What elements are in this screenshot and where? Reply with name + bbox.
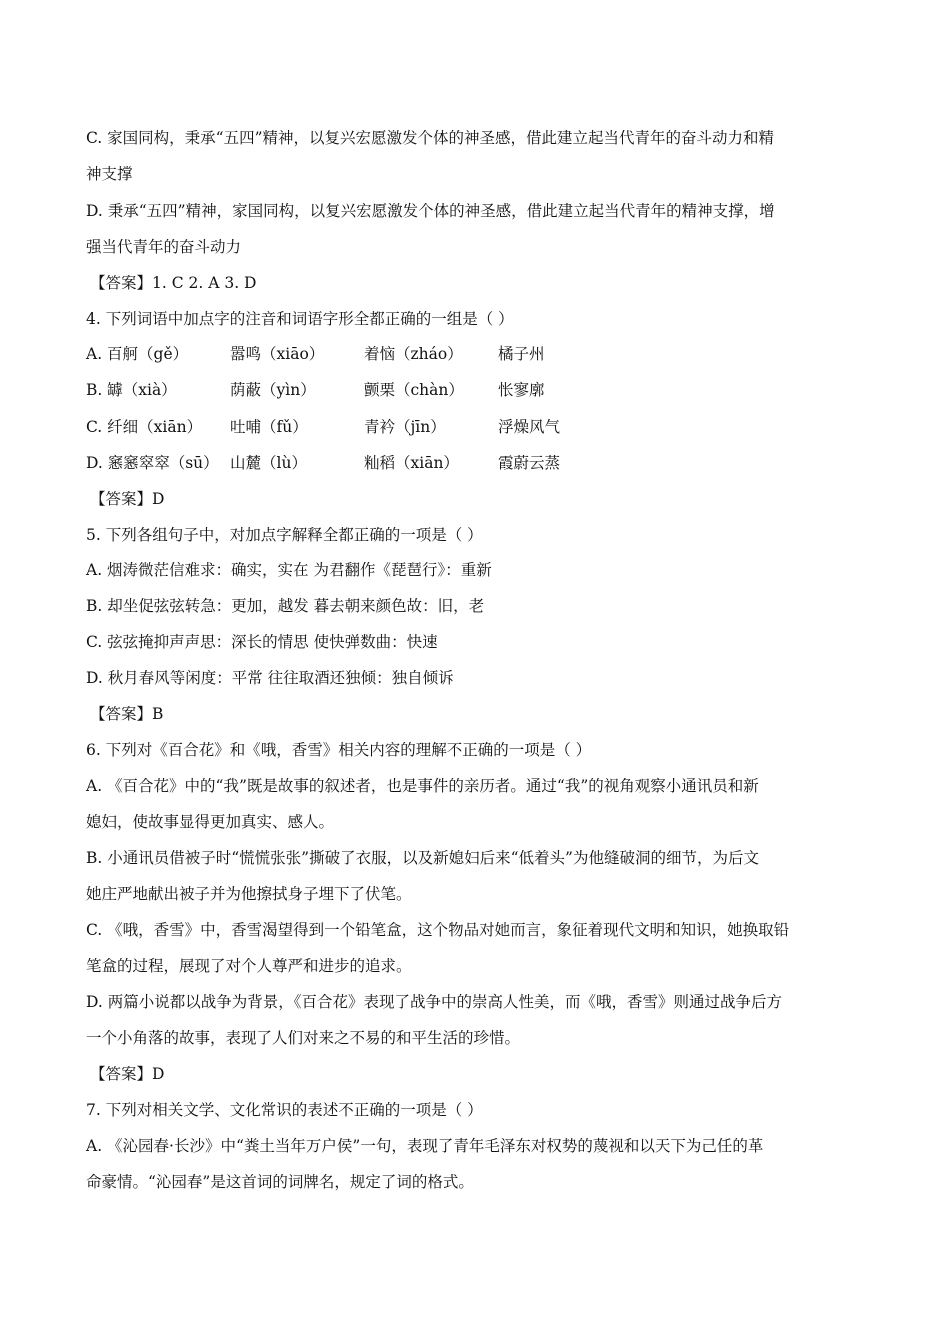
q5-option-b: B. 却坐促弦弦转急：更加，越发 暮去朝来颜色故：旧，老 (86, 597, 485, 615)
q7-option-a-line1: A. 《沁园春·长沙》中“粪土当年万户侯”一句，表现了青年毛泽东对权势的蔑视和以天下为己任的革 (86, 1137, 764, 1155)
q6-option-a-line1: A. 《百合花》中的“我”既是故事的叙述者，也是事件的亲历者。通过“我”的视角观察小通讯员和新 (86, 777, 759, 795)
q6-stem: 6. 下列对《百合花》和《哦，香雪》相关内容的理解不正确的一项是（ ） (86, 741, 592, 759)
q5-option-a: A. 烟涛微茫信难求：确实，实在 为君翻作《琵琶行》：重新 (86, 561, 492, 579)
q6-option-a-line2: 媳妇，使故事显得更加真实、感人。 (86, 813, 335, 831)
q4-option-c (86, 417, 866, 437)
q4-b-word4: 怅寥廓 (498, 381, 545, 399)
q6-option-b-line2: 她庄严地献出被子并为他擦拭身子埋下了伏笔。 (86, 885, 412, 903)
q4-d-word2: 山麓（lù） (230, 454, 307, 472)
q7-stem: 7. 下列对相关文学、文化常识的表述不正确的一项是（ ） (86, 1101, 483, 1119)
q4-d-word1: D. 窸窸窣窣（sū） (86, 454, 219, 472)
q6-option-b-line1: B. 小通讯员借被子时“慌慌张张”撕破了衣服，以及新媳妇后来“低着头”为他缝破洞的细节，为后文 (86, 849, 759, 867)
q5-answer: 【答案】B (90, 705, 164, 723)
q6-option-c-line1: C. 《哦，香雪》中，香雪渴望得到一个铅笔盒，这个物品对她而言，象征着现代文明和知识，她换取铅 (86, 921, 790, 939)
q4-b-word1: B. 罅（xià） (86, 381, 177, 399)
q4-stem: 4. 下列词语中加点字的注音和词语字形全都正确的一组是（ ） (86, 310, 514, 328)
q4-d-word3: 籼稻（xiān） (364, 454, 459, 472)
q4-option-a (86, 344, 866, 364)
q4-a-word3: 着恼（zháo） (364, 345, 463, 363)
q5-option-d: D. 秋月春风等闲度：平常 往往取酒还独倾：独自倾诉 (86, 669, 454, 687)
q4-a-word4: 橘子州 (498, 345, 545, 363)
q6-option-d-line2: 一个小角落的故事，表现了人们对来之不易的和平生活的珍惜。 (86, 1029, 521, 1047)
q4-c-word2: 吐哺（fǔ） (230, 418, 308, 436)
q3-option-d-line1: D. 秉承“五四”精神，家国同构，以复兴宏愿激发个体的神圣感，借此建立起当代青年的精神支撑，增 (86, 202, 775, 220)
q5-stem: 5. 下列各组句子中，对加点字解释全都正确的一项是（ ） (86, 526, 483, 544)
q3-option-d-line2: 强当代青年的奋斗动力 (86, 238, 242, 256)
q6-answer: 【答案】D (90, 1065, 165, 1083)
q6-option-d-line1: D. 两篇小说都以战争为背景，《百合花》表现了战争中的崇高人性美，而《哦，香雪》则通过战争后方 (86, 993, 782, 1011)
q3-option-c-line2: 神支撑 (86, 165, 133, 183)
q4-c-word3: 青衿（jīn） (364, 418, 446, 436)
q3-option-c-line1: C. 家国同构，秉承“五四”精神，以复兴宏愿激发个体的神圣感，借此建立起当代青年的奋斗动力和精 (86, 129, 775, 147)
q5-option-c: C. 弦弦掩抑声声思：深长的情思 使快弹数曲：快速 (86, 633, 438, 651)
q4-a-word1: A. 百舸（gě） (86, 345, 189, 363)
q4-a-word2: 嚣鸣（xiāo） (230, 345, 325, 363)
q4-answer: 【答案】D (90, 490, 165, 508)
answer-1-3: 【答案】1. C 2. A 3. D (90, 274, 257, 292)
q4-d-word4: 霞蔚云蒸 (498, 454, 561, 472)
q7-option-a-line2: 命豪情。“沁园春”是这首词的词牌名，规定了词的格式。 (86, 1173, 474, 1191)
q6-option-c-line2: 笔盒的过程，展现了对个人尊严和进步的追求。 (86, 957, 412, 975)
q4-c-word4: 浮燥风气 (498, 418, 561, 436)
q4-option-b (86, 380, 866, 400)
q4-b-word3: 颤栗（chàn） (364, 381, 464, 399)
q4-b-word2: 荫蔽（yìn） (230, 381, 316, 399)
q4-c-word1: C. 纤细（xiān） (86, 418, 203, 436)
q4-option-d (86, 453, 866, 473)
